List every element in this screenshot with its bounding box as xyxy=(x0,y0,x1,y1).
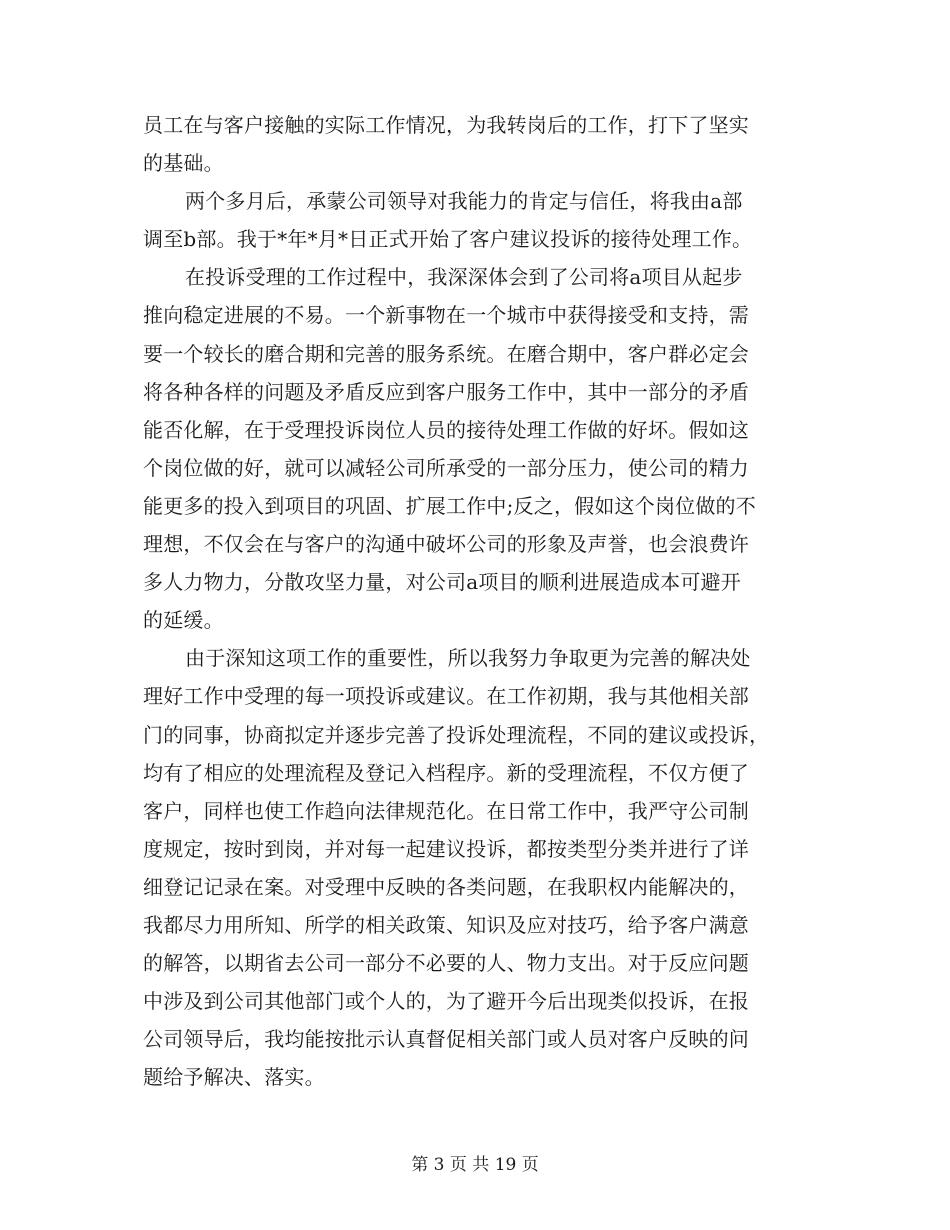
body-text xyxy=(143,106,803,1096)
text-line: 能否化解，在于受理投诉岗位人员的接待处理工作做的好坏。假如这 xyxy=(143,417,749,442)
text-line: 能更多的投入到项目的巩固、扩展工作中;反之，假如这个岗位做的不 xyxy=(143,493,756,518)
paragraph-start-line: 由于深知这项工作的重要性，所以我努力争取更为完善的解决处 xyxy=(185,646,751,671)
text-line: 题给予解决、落实。 xyxy=(143,1065,325,1090)
text-line: 细登记记录在案。对受理中反映的各类问题，在我职权内能解决的， xyxy=(143,874,749,899)
text-line: 多人力物力，分散攻坚力量，对公司a项目的顺利进展造成本可避开 xyxy=(143,570,741,595)
text-line: 均有了相应的处理流程及登记入档程序。新的受理流程，不仅方便了 xyxy=(143,760,749,785)
text-line: 要一个较长的磨合期和完善的服务系统。在磨合期中，客户群必定会 xyxy=(143,341,749,366)
text-line: 门的同事，协商拟定并逐步完善了投诉处理流程，不同的建议或投诉， xyxy=(143,722,770,747)
text-line: 中涉及到公司其他部门或个人的，为了避开今后出现类似投诉，在报 xyxy=(143,989,749,1014)
paragraph-start-line: 在投诉受理的工作过程中，我深深体会到了公司将a项目从起步 xyxy=(185,265,743,290)
text-line: 理好工作中受理的每一项投诉或建议。在工作初期，我与其他相关部 xyxy=(143,684,749,709)
text-line: 的解答，以期省去公司一部分不必要的人、物力支出。对于反应问题 xyxy=(143,951,749,976)
text-line: 客户，同样也使工作趋向法律规范化。在日常工作中，我严守公司制 xyxy=(143,798,749,823)
text-line: 的基础。 xyxy=(143,151,224,176)
text-line: 的延缓。 xyxy=(143,608,224,633)
page-number-footer: 第 3 页 共 19 页 xyxy=(411,1155,539,1175)
text-line: 个岗位做的好，就可以减轻公司所承受的一部分压力，使公司的精力 xyxy=(143,455,749,480)
text-line: 公司领导后，我均能按批示认真督促相关部门或人员对客户反映的问 xyxy=(143,1027,749,1052)
paragraph-start-line: 两个多月后，承蒙公司领导对我能力的肯定与信任，将我由a部 xyxy=(185,189,743,214)
text-line: 理想，不仅会在与客户的沟通中破坏公司的形象及声誉，也会浪费许 xyxy=(143,532,749,557)
text-line: 度规定，按时到岗，并对每一起建议投诉，都按类型分类并进行了详 xyxy=(143,836,749,861)
text-line: 我都尽力用所知、所学的相关政策、知识及应对技巧，给予客户满意 xyxy=(143,912,749,937)
text-line: 员工在与客户接触的实际工作情况，为我转岗后的工作，打下了坚实 xyxy=(143,113,749,137)
text-line: 调至b部。我于*年*月*日正式开始了客户建议投诉的接待处理工作。 xyxy=(143,227,753,252)
text-line: 推向稳定进展的不易。一个新事物在一个城市中获得接受和支持，需 xyxy=(143,303,749,328)
text-line: 将各种各样的问题及矛盾反应到客户服务工作中，其中一部分的矛盾 xyxy=(143,379,749,404)
